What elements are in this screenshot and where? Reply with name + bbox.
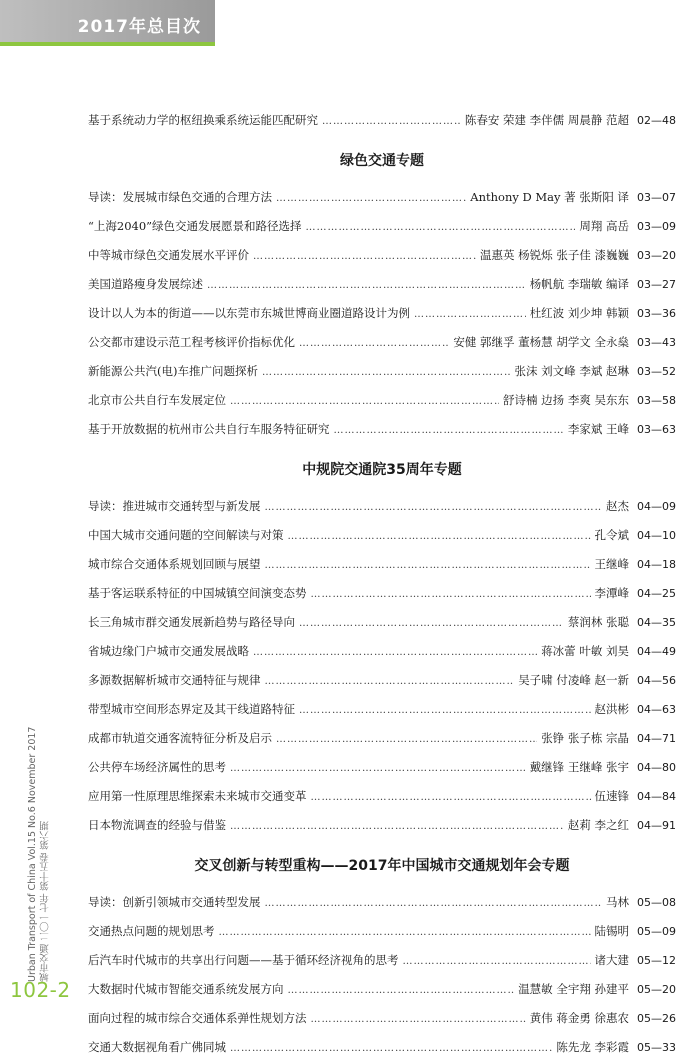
toc-entry[interactable] [88, 241, 676, 270]
leader-dots [299, 329, 449, 358]
leader-dots [219, 918, 591, 947]
entry-title: 面向过程的城市综合交通体系弹性规划方法 [88, 1011, 307, 1025]
journal-side-info [26, 720, 52, 982]
entry-authors: 陆锡明 [594, 924, 629, 938]
entry-pages: 03—43 [637, 336, 676, 349]
entry-pages: 04—49 [637, 645, 676, 658]
leader-dots [230, 754, 526, 783]
entry-pages: 05—33 [637, 1041, 676, 1054]
entry-title: 导读：发展城市绿色交通的合理方法 [88, 190, 272, 204]
entry-pages: 04—80 [637, 761, 676, 774]
entry-pages: 04—35 [637, 616, 676, 629]
section-spacer [88, 171, 676, 183]
entry-authors: 温惠英 杨锐烁 张子佳 漆巍巍 [480, 248, 629, 262]
entry-pages: 04—84 [637, 790, 676, 803]
entry-authors: 杜红波 刘少坤 韩颖 [529, 306, 629, 320]
entry-authors: 马林 [606, 895, 629, 909]
entry-pages: 03—58 [637, 394, 676, 407]
entry-authors: 陈先龙 李彩霞 [556, 1040, 629, 1054]
entry-authors: 李潭峰 [594, 586, 629, 600]
entry-pages: 05—12 [637, 954, 676, 967]
leader-dots [265, 889, 603, 918]
leader-dots [262, 358, 511, 387]
section-title: 中规院交通院35周年专题 [302, 462, 462, 478]
entry-pages: 03—07 [637, 191, 676, 204]
banner-title: 2017年总目次 [77, 17, 201, 37]
entry-title: 城市综合交通体系规划回顾与展望 [88, 557, 261, 571]
leader-dots [265, 493, 603, 522]
entry-pages: 05—09 [637, 925, 676, 938]
entry-title: 成都市轨道交通客流特征分析及启示 [88, 731, 272, 745]
entry-pages: 04—91 [637, 819, 676, 832]
entry-authors: 蒋冰蕾 叶敏 刘昊 [541, 644, 629, 658]
entry-pages: 04—71 [637, 732, 676, 745]
leader-dots [207, 271, 526, 300]
entry-title: 中国大城市交通问题的空间解读与对策 [88, 528, 284, 542]
toc-entry[interactable] [88, 666, 676, 695]
toc-entry[interactable] [88, 946, 676, 975]
leader-dots [299, 609, 564, 638]
toc-entry[interactable] [88, 492, 676, 521]
toc-entry[interactable] [88, 521, 676, 550]
leader-dots [253, 242, 476, 271]
entry-pages: 04—25 [637, 587, 676, 600]
entry-title: “上海2040”绿色交通发展愿景和路径选择 [88, 219, 302, 233]
entry-authors: 吴子啸 付凌峰 赵一新 [518, 673, 629, 687]
entry-authors: 陈春安 荣建 李伴儒 周晨静 范超 [464, 113, 629, 127]
entry-authors: Anthony D May 著 张斯阳 译 [470, 190, 629, 204]
leader-dots [230, 1034, 552, 1063]
entry-pages: 04—09 [637, 500, 676, 513]
entry-title: 基于开放数据的杭州市公共自行车服务特征研究 [88, 422, 330, 436]
leader-dots [311, 580, 591, 609]
entry-title: 交通热点问题的规划思考 [88, 924, 215, 938]
toc-entry[interactable] [88, 183, 676, 212]
toc-entry[interactable] [88, 1033, 676, 1062]
leader-dots [414, 300, 526, 329]
entry-authors: 蔡润林 张聪 [567, 615, 629, 629]
leader-dots [403, 947, 591, 976]
toc-entry[interactable] [88, 299, 676, 328]
toc-entry[interactable] [88, 811, 676, 840]
page-number: 102-2 [10, 978, 71, 1002]
leader-dots [288, 522, 591, 551]
entry-authors: 温慧敏 全宇翔 孙建平 [518, 982, 629, 996]
entry-pages: 05—20 [637, 983, 676, 996]
leader-dots [276, 184, 466, 213]
entry-authors: 舒诗楠 边扬 李爽 吴东东 [503, 393, 629, 407]
entry-pages: 04—18 [637, 558, 676, 571]
entry-pages: 03—52 [637, 365, 676, 378]
entry-pages: 03—63 [637, 423, 676, 436]
toc-entry[interactable] [88, 212, 676, 241]
toc-entry[interactable] [88, 724, 676, 753]
journal-name-cn: 城市交通 二〇一七年 第十五卷 第六期 [40, 820, 51, 982]
entry-pages: 03—36 [637, 307, 676, 320]
entry-title: 基于系统动力学的枢纽换乘系统运能匹配研究 [88, 113, 318, 127]
entry-title: 新能源公共汽(电)车推广问题探析 [88, 364, 258, 378]
entry-authors: 李家斌 王峰 [567, 422, 629, 436]
leader-dots [253, 638, 537, 667]
section-spacer [88, 135, 676, 151]
toc-entry[interactable] [88, 1004, 676, 1033]
entry-authors: 周翔 高岳 [579, 219, 629, 233]
year-banner [0, 0, 215, 46]
entry-authors: 安健 郭继孚 董杨慧 胡学文 全永燊 [453, 335, 629, 349]
entry-pages: 03—09 [637, 220, 676, 233]
entry-title: 多源数据解析城市交通特征与规律 [88, 673, 261, 687]
entry-authors: 张铮 张子栋 宗晶 [541, 731, 629, 745]
section-spacer [88, 480, 676, 492]
leader-dots [299, 696, 591, 725]
entry-pages: 02—48 [637, 114, 676, 127]
section-spacer [88, 444, 676, 460]
entry-authors: 黄伟 蒋金勇 徐惠农 [529, 1011, 629, 1025]
leader-dots [288, 976, 515, 1005]
toc-entry[interactable] [88, 917, 676, 946]
entry-pages: 03—20 [637, 249, 676, 262]
toc-entry[interactable] [88, 782, 676, 811]
entry-pages: 04—63 [637, 703, 676, 716]
entry-authors: 戴继锋 王继峰 张宇 [529, 760, 629, 774]
leader-dots [311, 1005, 526, 1034]
entry-title: 大数据时代城市智能交通系统发展方向 [88, 982, 284, 996]
entry-pages: 04—56 [637, 674, 676, 687]
toc-entry[interactable] [88, 415, 676, 444]
toc-entry[interactable] [88, 270, 676, 299]
entry-authors: 伍速锋 [594, 789, 629, 803]
entry-pages: 04—10 [637, 529, 676, 542]
entry-title: 省城边缘门户城市交通发展战略 [88, 644, 249, 658]
toc-entry[interactable] [88, 753, 676, 782]
entry-title: 导读：推进城市交通转型与新发展 [88, 499, 261, 513]
entry-title: 日本物流调查的经验与借鉴 [88, 818, 226, 832]
entry-pages: 05—08 [637, 896, 676, 909]
table-of-contents [88, 106, 676, 1062]
entry-pages: 05—26 [637, 1012, 676, 1025]
toc-entry[interactable] [88, 608, 676, 637]
entry-title: 公共停车场经济属性的思考 [88, 760, 226, 774]
entry-title: 公交都市建设示范工程考核评价指标优化 [88, 335, 295, 349]
section-title: 绿色交通专题 [340, 153, 424, 169]
toc-entry[interactable] [88, 328, 676, 357]
entry-authors: 王继峰 [594, 557, 629, 571]
entry-title: 长三角城市群交通发展新趋势与路径导向 [88, 615, 295, 629]
entry-title: 中等城市绿色交通发展水平评价 [88, 248, 249, 262]
toc-entry[interactable] [88, 386, 676, 415]
toc-entry[interactable] [88, 550, 676, 579]
entry-title: 导读：创新引领城市交通转型发展 [88, 895, 261, 909]
entry-authors: 杨帆航 李瑞敏 编译 [529, 277, 629, 291]
entry-authors: 赵洪彬 [594, 702, 629, 716]
leader-dots [322, 107, 461, 136]
entry-title: 交通大数据视角看广佛同城 [88, 1040, 226, 1054]
section-spacer [88, 876, 676, 888]
section-title: 交叉创新与转型重构——2017年中国城市交通规划年会专题 [194, 858, 570, 874]
entry-title: 基于客运联系特征的中国城镇空间演变态势 [88, 586, 307, 600]
toc-entry[interactable] [88, 357, 676, 386]
entry-title: 后汽车时代城市的共享出行问题——基于循环经济视角的思考 [88, 953, 399, 967]
leader-dots [306, 213, 576, 242]
entry-title: 北京市公共自行车发展定位 [88, 393, 226, 407]
toc-entry[interactable] [88, 637, 676, 666]
leader-dots [334, 416, 564, 445]
section-spacer [88, 840, 676, 856]
entry-title: 设计以人为本的街道——以东莞市东城世博商业圈道路设计为例 [88, 306, 410, 320]
entry-title: 应用第一性原理思维探索未来城市交通变革 [88, 789, 307, 803]
journal-name-en: Urban Transport of China Vol.15 No.6 November 2017 [27, 726, 38, 982]
toc-entry[interactable] [88, 106, 676, 135]
leader-dots [311, 783, 591, 812]
entry-authors: 诸大建 [594, 953, 629, 967]
entry-authors: 张沫 刘文峰 李斌 赵琳 [514, 364, 629, 378]
sections-container [88, 135, 676, 1062]
leader-dots [265, 667, 515, 696]
entry-authors: 赵莉 李之红 [567, 818, 629, 832]
leader-dots [265, 551, 591, 580]
toc-entry[interactable] [88, 975, 676, 1004]
leader-dots [276, 725, 537, 754]
toc-entry[interactable] [88, 579, 676, 608]
entry-title: 带型城市空间形态界定及其干线道路特征 [88, 702, 295, 716]
entry-authors: 赵杰 [606, 499, 629, 513]
leader-dots [230, 387, 499, 416]
entry-authors: 孔令斌 [594, 528, 629, 542]
leader-dots [230, 812, 564, 841]
entry-pages: 03—27 [637, 278, 676, 291]
toc-entry[interactable] [88, 695, 676, 724]
entry-title: 美国道路瘦身发展综述 [88, 277, 203, 291]
toc-entry[interactable] [88, 888, 676, 917]
